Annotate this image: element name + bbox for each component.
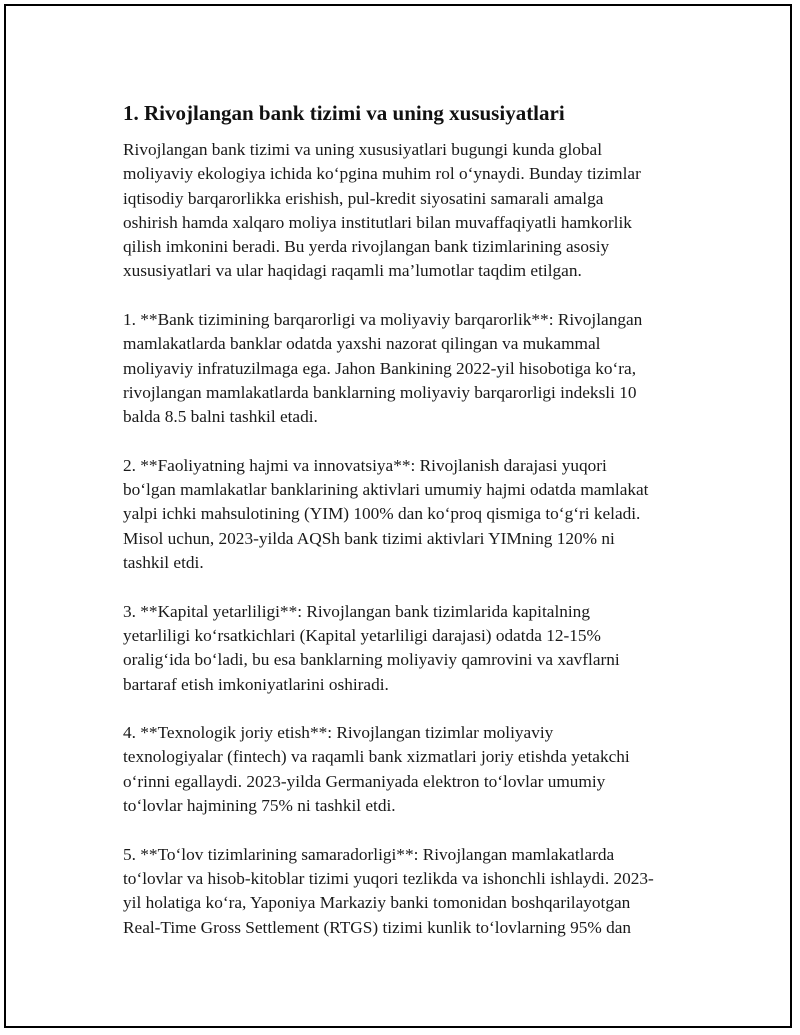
list-item-2: 2. **Faoliyatning hajmi va innovatsiya**: Rivojlanish darajasi yuqori bo‘lgan mamlakatlar banklarining aktivlari umumiy hajmi odatda mamlakat yalpi ichki mahsulotining (YIM) 100% dan ko‘proq qismiga to‘g‘ri keladi. Misol uchun, 2023-yilda AQSh bank tizimi aktivlari YIMning 120% ni tashkil etdi. <box>123 455 649 573</box>
list-item-5: 5. **To‘lov tizimlarining samaradorligi**: Rivojlangan mamlakatlarda to‘lovlar va hisob-kitoblar tizimi yuqori tezlikda va ishonchli ishlaydi. 2023- yil holatiga ko‘ra, Yaponiya Markaziy banki tomonidan boshqarilayotgan Real-Time Gross Settlement (RTGS) tizimi kunlik to‘lovlarning 95% dan <box>123 844 654 937</box>
list-item-3: 3. **Kapital yetarliligi**: Rivojlangan bank tizimlarida kapitalning yetarliligi ko‘rsatkichlari (Kapital yetarliligi darajasi) odatda 12-15% oralig‘ida bo‘ladi, bu esa banklarning moliyaviy qamrovini va xavflarni bartaraf etish imkoniyatlarini oshiradi. <box>123 601 620 694</box>
page-frame <box>4 4 792 1028</box>
list-item-4: 4. **Texnologik joriy etish**: Rivojlangan tizimlar moliyaviy texnologiyalar (fintech) va raqamli bank xizmatlari joriy etishda yetakchi o‘rinni egallaydi. 2023-yilda Germaniyada elektron to‘lovlar umumiy to‘lovlar hajmining 75% ni tashkil etdi. <box>123 723 630 816</box>
section-heading: 1. Rivojlangan bank tizimi va uning xususiyatlari <box>123 101 565 125</box>
intro-paragraph: Rivojlangan bank tizimi va uning xususiyatlari bugungi kunda global moliyaviy ekologiya ichida ko‘pgina muhim rol o‘ynaydi. Bunday tizimlar iqtisodiy barqarorlikka erishish, pul-kredit siyosatini samarali amalga oshirish hamda xalqaro moliya institutlari bilan muvaffaqiyatli hamkorlik qilish imkonini beradi. Bu yerda rivojlangan bank tizimlarining asosiy xususiyatlari va ular haqidagi raqamli ma’lumotlar taqdim etilgan. <box>123 140 641 281</box>
document-body <box>123 98 703 964</box>
list-item-1: 1. **Bank tizimining barqarorligi va moliyaviy barqarorlik**: Rivojlangan mamlakatlarda banklar odatda yaxshi nazorat qilingan va mukammal moliyaviy infratuzilmaga ega. Jahon Bankining 2022-yil hisobotiga ko‘ra, rivojlangan mamlakatlarda banklarning moliyaviy barqarorligi indeksli 10 balda 8.5 balni tashkil etadi. <box>123 310 643 427</box>
